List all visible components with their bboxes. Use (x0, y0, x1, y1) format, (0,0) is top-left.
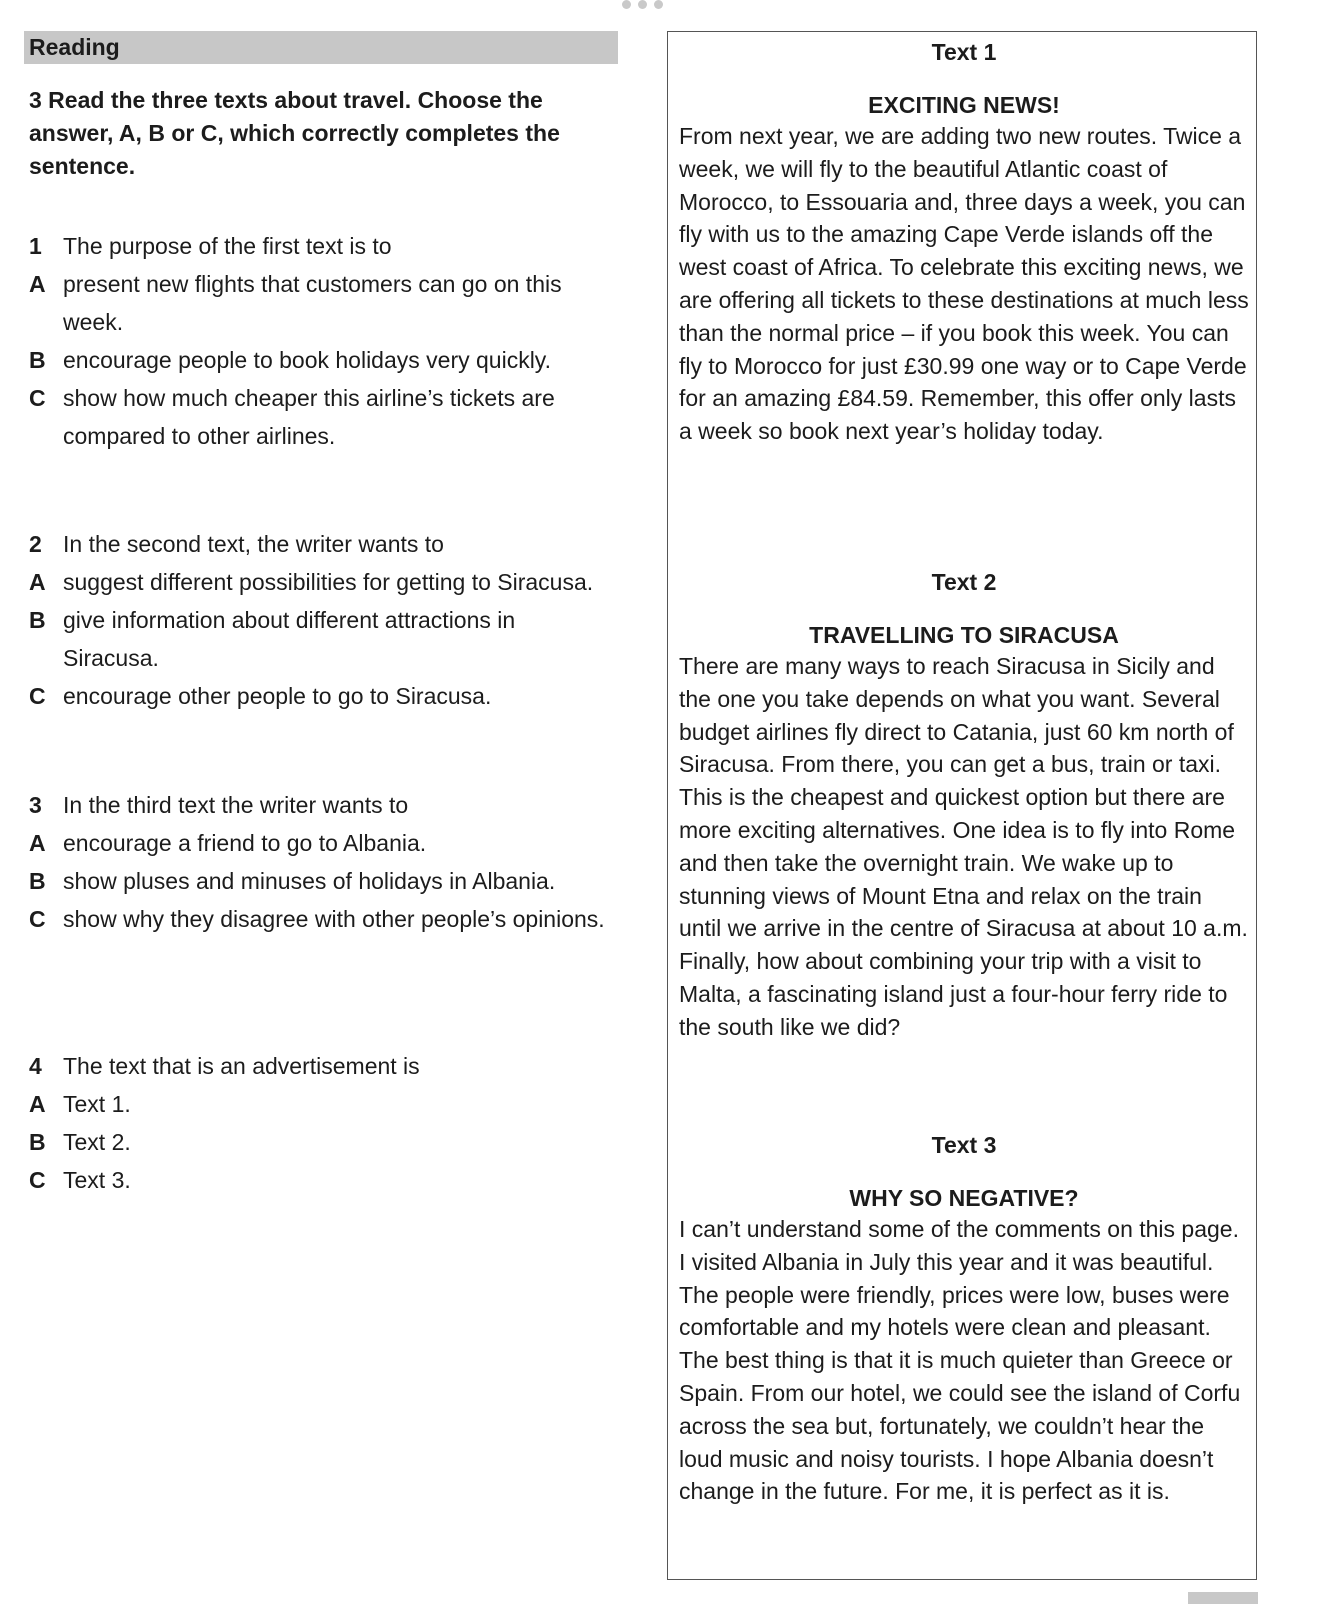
option-4c[interactable] (29, 1161, 619, 1199)
text-body: There are many ways to reach Siracusa in Sicily and the one you take depends on what you want. Several budget airlines fly direct to Catania, just 60 km north of Siracusa. From there, you can get a bus, train or taxi. This is the cheapest and quickest option but there are more exciting alternatives. One idea is to fly into Rome and then take the overnight train. We wake up to stunning views of Mount Etna and relax on the train until we arrive in the centre of Siracusa at about 10 a.m. Finally, how about combining your trip with a visit to Malta, a fascinating island just a four-hour ferry ride to the south like we did? (679, 653, 1248, 1040)
option-text: show how much cheaper this airline’s tickets are compared to other airlines. (63, 385, 555, 449)
option-text: show pluses and minuses of holidays in Albania. (63, 868, 556, 894)
option-text: show why they disagree with other people’s opinions. (63, 906, 605, 932)
option-4a[interactable] (29, 1085, 619, 1123)
text-heading: TRAVELLING TO SIRACUSA (809, 622, 1119, 648)
question-3 (29, 786, 619, 938)
text-1 (679, 37, 1249, 448)
text-3 (679, 1130, 1249, 1508)
section-title: Reading (29, 34, 120, 60)
question-2 (29, 525, 619, 715)
question-stem: The purpose of the first text is to (63, 233, 392, 259)
option-text: Text 3. (63, 1167, 131, 1193)
text-label: Text 3 (931, 1132, 997, 1158)
question-number: 4 (29, 1053, 42, 1079)
option-3c[interactable] (29, 900, 619, 938)
option-letter: B (29, 347, 46, 373)
text-2 (679, 567, 1249, 1044)
option-text: encourage a friend to go to Albania. (63, 830, 427, 856)
option-2a[interactable] (29, 563, 619, 601)
option-letter: C (29, 906, 46, 932)
question-stem: In the second text, the writer wants to (63, 531, 444, 557)
option-letter: A (29, 1091, 46, 1117)
option-text: Text 2. (63, 1129, 131, 1155)
option-letter: B (29, 607, 46, 633)
page-indicator (622, 0, 663, 9)
question-1 (29, 227, 619, 455)
option-3a[interactable] (29, 824, 619, 862)
option-text: present new flights that customers can go on this week. (63, 271, 562, 335)
option-letter: A (29, 830, 46, 856)
text-label: Text 2 (931, 569, 997, 595)
exercise-instruction: 3 Read the three texts about travel. Choose the answer, A, B or C, which correctly completes the sentence. (29, 87, 560, 179)
question-4 (29, 1047, 619, 1199)
question-stem: In the third text the writer wants to (63, 792, 409, 818)
question-number: 3 (29, 792, 42, 818)
question-stem: The text that is an advertisement is (63, 1053, 420, 1079)
option-letter: C (29, 683, 46, 709)
option-2b[interactable] (29, 601, 619, 677)
option-1b[interactable] (29, 341, 619, 379)
option-letter: B (29, 1129, 46, 1155)
question-number: 1 (29, 233, 42, 259)
option-text: suggest different possibilities for getting to Siracusa. (63, 569, 594, 595)
option-1c[interactable] (29, 379, 619, 455)
option-text: give information about different attractions in Siracusa. (63, 607, 516, 671)
option-4b[interactable] (29, 1123, 619, 1161)
option-text: encourage people to book holidays very quickly. (63, 347, 551, 373)
option-text: Text 1. (63, 1091, 131, 1117)
text-heading: EXCITING NEWS! (868, 92, 1060, 118)
text-body: I can’t understand some of the comments on this page. I visited Albania in July this year and it was beautiful. The people were friendly, prices were low, buses were comfortable and my hotels were clean and pleasant. The best thing is that it is much quieter than Greece or Spain. From our hotel, we could see the island of Corfu across the sea but, fortunately, we couldn’t hear the loud music and noisy tourists. I hope Albania doesn’t change in the future. For me, it is perfect as it is. (679, 1216, 1241, 1505)
option-letter: A (29, 569, 46, 595)
option-1a[interactable] (29, 265, 619, 341)
option-letter: A (29, 271, 46, 297)
question-number: 2 (29, 531, 42, 557)
option-letter: C (29, 1167, 46, 1193)
option-letter: B (29, 868, 46, 894)
text-heading: WHY SO NEGATIVE? (849, 1185, 1079, 1211)
option-3b[interactable] (29, 862, 619, 900)
option-letter: C (29, 385, 46, 411)
page-corner-mark (1188, 1592, 1258, 1604)
option-2c[interactable] (29, 677, 619, 715)
option-text: encourage other people to go to Siracusa. (63, 683, 492, 709)
text-body: From next year, we are adding two new routes. Twice a week, we will fly to the beautiful Atlantic coast of Morocco, to Essouaria and, three days a week, you can fly with us to the amazing Cape Verde islands off the west coast of Africa. To celebrate this exciting news, we are offering all tickets to these destinations at much less than the normal price – if you book this week. You can fly to Morocco for just £30.99 one way or to Cape Verde for an amazing £84.59. Remember, this offer only lasts a week so book next year’s holiday today. (679, 123, 1249, 445)
text-label: Text 1 (931, 39, 997, 65)
